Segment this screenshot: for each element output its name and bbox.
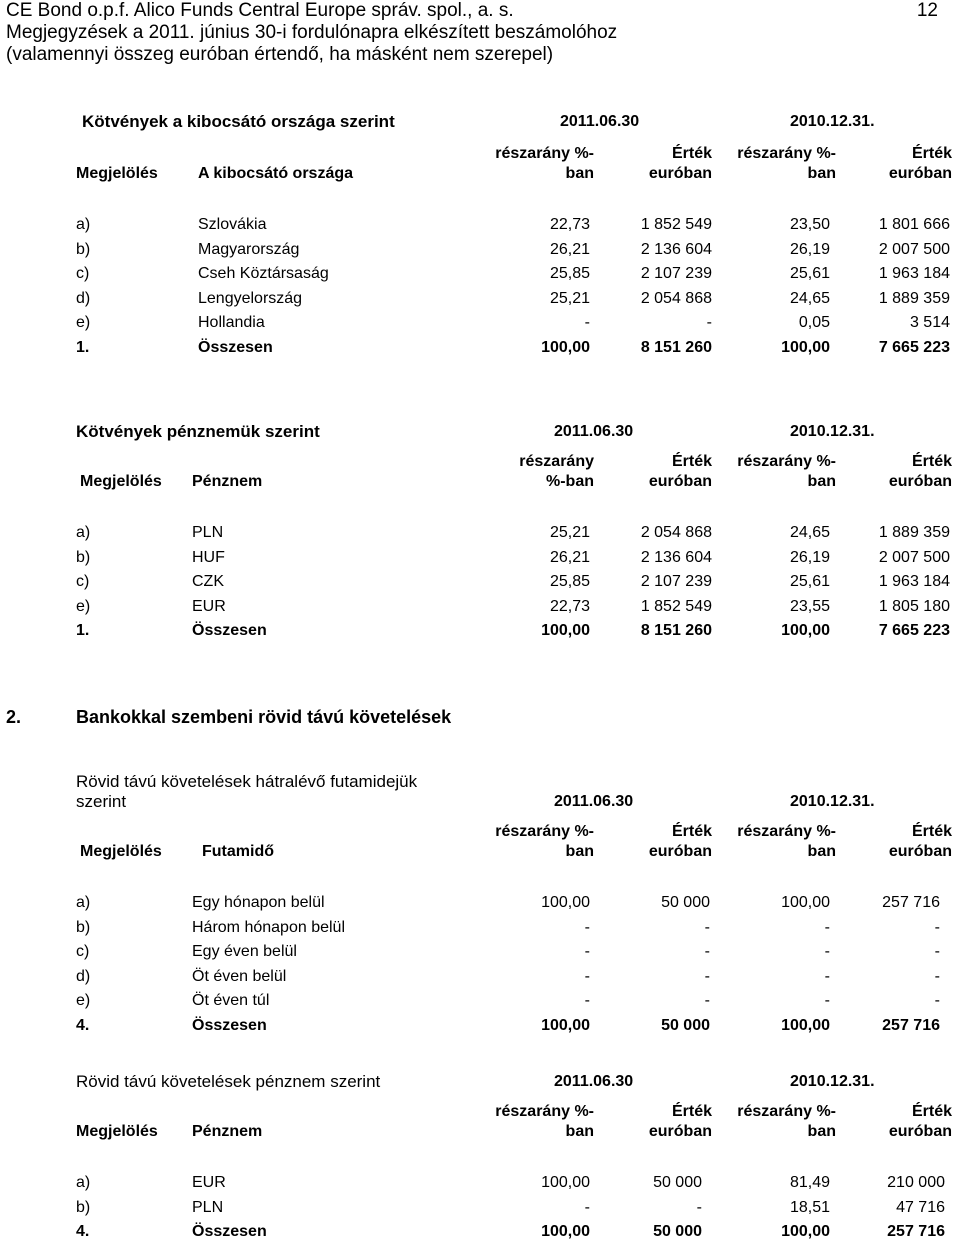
row-pct-2010: 24,65 (789, 289, 830, 307)
row-code: d) (76, 967, 91, 985)
row-value-2011: 2 054 868 (640, 289, 712, 307)
table-row (0, 989, 960, 1013)
row-value-2011: 8 151 260 (640, 622, 712, 640)
col-header-name: Pénznem (192, 1123, 263, 1140)
row-value-2011: - (704, 992, 710, 1010)
table-total-row (0, 336, 960, 360)
row-pct-2011: 100,00 (541, 894, 590, 911)
row-name: HUF (192, 548, 225, 566)
row-name: Cseh Köztársaság (198, 265, 329, 283)
table-row (0, 891, 960, 915)
row-pct-2011: 22,73 (549, 597, 590, 615)
row-name: Szlovákia (198, 216, 267, 233)
table-row (0, 521, 960, 545)
table-title: Kötvények a kibocsátó országa szerint (82, 112, 395, 131)
col-header-megjeloles: Megjelölés (80, 473, 162, 490)
row-name: Egy éven belül (192, 943, 297, 961)
table-row (0, 238, 960, 262)
col-header-pct2-line1: részarány %- (737, 145, 836, 162)
row-code: 1. (76, 339, 90, 356)
row-name: Öt éven túl (192, 992, 270, 1010)
row-pct-2010: 24,65 (789, 524, 830, 541)
row-value-2011: 50 000 (661, 894, 710, 911)
row-code: e) (76, 992, 91, 1010)
table-row (0, 916, 960, 940)
table-title: Rövid távú követelések pénznem szerint (76, 1072, 381, 1091)
col-header-pct1-line2: ban (565, 1123, 594, 1140)
row-code: c) (76, 573, 90, 591)
col-header-val2-line1: Érték (911, 1103, 952, 1120)
row-pct-2011: 25,85 (549, 573, 590, 591)
row-value-2010: 7 665 223 (878, 339, 950, 356)
row-pct-2011: - (584, 967, 590, 985)
row-value-2011: 50 000 (653, 1174, 702, 1191)
row-name: Öt éven belül (192, 967, 287, 985)
table-total-row (0, 1014, 960, 1038)
col-header-name: Futamidő (202, 843, 274, 860)
row-value-2010: 1 889 359 (878, 524, 950, 541)
row-code: 4. (76, 1017, 90, 1034)
row-pct-2011: 26,21 (549, 548, 590, 566)
col-header-val1-line2: euróban (648, 1123, 712, 1140)
row-code: c) (76, 265, 90, 283)
row-pct-2010: - (824, 918, 830, 936)
page-number: 12 (916, 0, 938, 21)
row-value-2010: 47 716 (896, 1198, 945, 1216)
row-pct-2010: 18,51 (789, 1198, 830, 1216)
row-pct-2010: 100,00 (781, 339, 830, 356)
row-value-2011: 2 054 868 (640, 524, 712, 541)
row-pct-2010: 26,19 (789, 240, 830, 258)
col-header-pct2-line2: ban (807, 165, 836, 182)
table-row (0, 965, 960, 989)
col-header-val2-line2: euróban (888, 473, 952, 490)
row-value-2010: 1 963 184 (878, 573, 950, 591)
table-row (0, 213, 960, 237)
document-subtitle: Megjegyzések a 2011. június 30-i fordulónapra elkészített beszámolóhoz (6, 22, 618, 43)
table-row (0, 546, 960, 570)
table-row (0, 311, 960, 335)
col-header-pct1-line2: %-ban (546, 473, 594, 490)
col-header-val2-line1: Érték (911, 145, 952, 162)
col-header-val1-line1: Érték (671, 823, 712, 840)
row-pct-2010: 23,50 (789, 216, 830, 233)
table-title-line1: Rövid távú követelések hátralévő futamidejük (76, 772, 418, 791)
col-header-name: A kibocsátó országa (198, 165, 354, 182)
row-name: EUR (192, 1174, 226, 1191)
row-value-2010: 257 716 (887, 1223, 945, 1241)
row-code: a) (76, 524, 91, 541)
row-pct-2011: - (584, 1198, 590, 1216)
date-2011: 2011.06.30 (560, 113, 640, 130)
row-value-2010: 257 716 (882, 1017, 940, 1034)
col-header-pct2-line2: ban (807, 473, 836, 490)
table-row (0, 595, 960, 619)
row-pct-2011: - (584, 943, 590, 961)
row-name: Három hónapon belül (192, 918, 345, 936)
row-name: Lengyelország (198, 289, 303, 307)
row-value-2011: - (696, 1198, 702, 1216)
row-code: b) (76, 918, 91, 936)
col-header-val2-line2: euróban (888, 843, 952, 860)
row-code: 4. (76, 1223, 90, 1241)
col-header-pct1-line2: ban (565, 165, 594, 182)
row-name: Összesen (192, 1223, 267, 1241)
row-pct-2010: 26,19 (789, 548, 830, 566)
row-value-2011: - (704, 943, 710, 961)
row-value-2010: - (934, 918, 940, 936)
row-pct-2011: 100,00 (541, 1017, 590, 1034)
date-2011: 2011.06.30 (554, 1073, 634, 1090)
col-header-val1-line1: Érték (671, 145, 712, 162)
col-header-pct2-line1: részarány %- (737, 1103, 836, 1120)
row-value-2011: - (704, 918, 710, 936)
row-value-2011: 1 852 549 (640, 597, 712, 615)
row-value-2011: 2 136 604 (640, 240, 712, 258)
row-code: a) (76, 1174, 91, 1191)
row-value-2010: 2 007 500 (878, 240, 950, 258)
row-value-2010: 257 716 (882, 894, 940, 911)
table-row (0, 940, 960, 964)
row-pct-2010: - (824, 943, 830, 961)
section-title: Bankokkal szembeni rövid távú követelések (76, 707, 452, 727)
row-value-2010: - (934, 992, 940, 1010)
col-header-val1-line1: Érték (671, 453, 712, 470)
row-pct-2010: - (824, 992, 830, 1010)
row-value-2011: 2 107 239 (640, 265, 712, 283)
row-pct-2010: 100,00 (781, 622, 830, 640)
row-code: d) (76, 289, 91, 307)
col-header-val1-line2: euróban (648, 473, 712, 490)
row-name: Hollandia (198, 314, 265, 332)
col-header-val2-line1: Érték (911, 453, 952, 470)
row-value-2010: 210 000 (887, 1174, 945, 1191)
table-total-row (0, 619, 960, 643)
table-total-row (0, 1220, 960, 1244)
col-header-pct1-line1: részarány %- (495, 145, 594, 162)
row-pct-2011: 100,00 (541, 622, 590, 640)
row-value-2010: 7 665 223 (878, 622, 950, 640)
col-header-val1-line2: euróban (648, 165, 712, 182)
row-code: b) (76, 240, 91, 258)
row-pct-2011: 25,85 (549, 265, 590, 283)
row-value-2011: - (706, 314, 712, 332)
row-name: Egy hónapon belül (192, 894, 325, 911)
date-2010: 2010.12.31. (790, 793, 875, 810)
date-2010: 2010.12.31. (790, 423, 875, 440)
row-name: PLN (192, 524, 224, 541)
section-number: 2. (6, 707, 22, 727)
row-pct-2010: 100,00 (781, 1223, 830, 1241)
document-note: (valamennyi összeg euróban értendő, ha másként nem szerepel) (6, 44, 554, 65)
col-header-megjeloles: Megjelölés (76, 1123, 158, 1140)
col-header-val1-line2: euróban (648, 843, 712, 860)
row-value-2010: 1 805 180 (878, 597, 950, 615)
row-value-2011: 50 000 (653, 1223, 702, 1241)
row-pct-2011: 100,00 (541, 339, 590, 356)
col-header-pct1-line1: részarány %- (495, 823, 594, 840)
row-value-2011: 8 151 260 (640, 339, 712, 356)
table-title: Kötvények pénznemük szerint (76, 422, 320, 441)
col-header-pct2-line1: részarány %- (737, 453, 836, 470)
table-title-line2: szerint (76, 792, 127, 811)
row-value-2011: 1 852 549 (640, 216, 712, 233)
row-value-2010: 3 514 (909, 314, 950, 332)
row-pct-2010: 23,55 (789, 597, 830, 615)
date-2010: 2010.12.31. (790, 1073, 875, 1090)
row-pct-2010: 100,00 (781, 894, 830, 911)
row-value-2010: - (934, 943, 940, 961)
table-row (0, 570, 960, 594)
row-code: e) (76, 597, 91, 615)
row-code: a) (76, 894, 91, 911)
row-name: Magyarország (198, 240, 300, 258)
table-row (0, 1196, 960, 1220)
row-code: b) (76, 548, 91, 566)
row-value-2010: 1 889 359 (878, 289, 950, 307)
col-header-val2-line1: Érték (911, 823, 952, 840)
col-header-pct1-line2: ban (565, 843, 594, 860)
col-header-name: Pénznem (192, 473, 263, 490)
date-2010: 2010.12.31. (790, 113, 875, 130)
row-code: 1. (76, 622, 90, 640)
row-name: Összesen (198, 339, 273, 356)
col-header-val2-line2: euróban (888, 165, 952, 182)
col-header-pct2-line2: ban (807, 843, 836, 860)
col-header-megjeloles: Megjelölés (80, 843, 162, 860)
row-value-2011: 50 000 (661, 1017, 710, 1034)
row-value-2010: 1 801 666 (878, 216, 950, 233)
row-pct-2011: - (584, 918, 590, 936)
col-header-pct2-line2: ban (807, 1123, 836, 1140)
row-pct-2011: 100,00 (541, 1223, 590, 1241)
row-pct-2010: 0,05 (798, 314, 830, 332)
row-code: b) (76, 1198, 91, 1216)
row-pct-2011: - (584, 314, 590, 332)
row-pct-2010: 81,49 (789, 1174, 830, 1191)
row-pct-2010: 100,00 (781, 1017, 830, 1034)
col-header-val2-line2: euróban (888, 1123, 952, 1140)
row-value-2010: 2 007 500 (878, 548, 950, 566)
row-value-2011: 2 107 239 (640, 573, 712, 591)
row-pct-2011: 25,21 (549, 524, 590, 541)
row-code: c) (76, 943, 90, 961)
col-header-pct1-line1: részarány (519, 453, 594, 470)
row-pct-2010: - (824, 967, 830, 985)
row-pct-2011: 22,73 (549, 216, 590, 233)
document-title: CE Bond o.p.f. Alico Funds Central Europe správ. spol., a. s. (6, 0, 514, 21)
row-name: CZK (192, 573, 224, 591)
row-pct-2011: 25,21 (549, 289, 590, 307)
row-name: Összesen (192, 622, 267, 640)
col-header-pct1-line1: részarány %- (495, 1103, 594, 1120)
date-2011: 2011.06.30 (554, 793, 634, 810)
row-value-2010: - (934, 967, 940, 985)
col-header-pct2-line1: részarány %- (737, 823, 836, 840)
table-row (0, 287, 960, 311)
row-value-2011: 2 136 604 (640, 548, 712, 566)
row-pct-2011: 100,00 (541, 1174, 590, 1191)
row-value-2011: - (704, 967, 710, 985)
row-name: EUR (192, 597, 226, 615)
table-row (0, 1171, 960, 1195)
col-header-megjeloles: Megjelölés (76, 165, 158, 182)
row-code: a) (76, 216, 91, 233)
row-value-2010: 1 963 184 (878, 265, 950, 283)
row-name: Összesen (192, 1017, 267, 1034)
row-code: e) (76, 314, 91, 332)
row-pct-2011: 26,21 (549, 240, 590, 258)
row-pct-2010: 25,61 (789, 265, 830, 283)
date-2011: 2011.06.30 (554, 423, 634, 440)
row-pct-2010: 25,61 (789, 573, 830, 591)
col-header-val1-line1: Érték (671, 1103, 712, 1120)
row-name: PLN (192, 1198, 224, 1216)
table-row (0, 262, 960, 286)
row-pct-2011: - (584, 992, 590, 1010)
